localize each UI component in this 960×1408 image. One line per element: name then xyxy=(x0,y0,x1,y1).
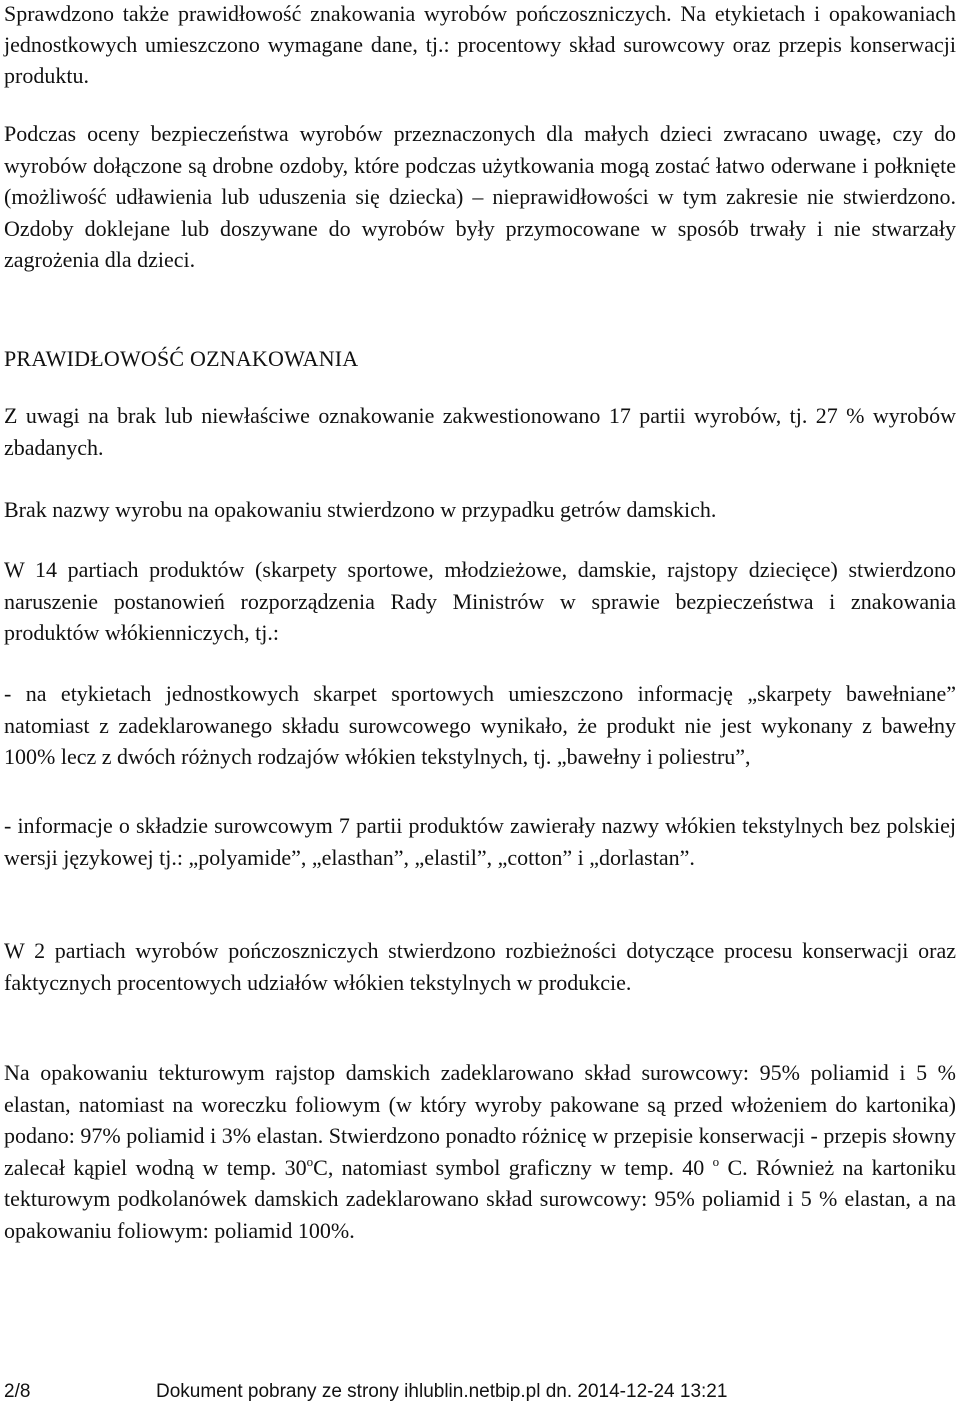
list-item-fibre-names: - informacje o składzie surowcowym 7 partii produktów zawierały nazwy włókien tekstylnych bez polskiej wersji językowej tj.: „polyamide”, „elasthan”, „elastil”, „cotton” i „dorlastan”. xyxy=(4,813,956,870)
paragraph-text-part: Na opakowaniu tekturowym rajstop damskich zadeklarowano skład surowcowy: 95% poliamid i 5 % elastan, natomiast na woreczku foliowym (w który wyroby pakowane są przed włożeniem do kartonika) podano: 97% poliamid i 3% elastan. Stwierdzono ponadto różnicę w przepisie konserwacji - przepis słowny zalecał kąpiel wodną w temp. 30 xyxy=(4,1060,956,1180)
paragraph-tights-composition xyxy=(4,1057,956,1246)
degree-superscript: o xyxy=(306,1153,314,1169)
section-heading: PRAWIDŁOWOŚĆ OZNAKOWANIA xyxy=(4,346,359,371)
degree-superscript: o xyxy=(712,1153,720,1169)
list-item-sport-socks: - na etykietach jednostkowych skarpet sportowych umieszczono informację „skarpety bawełniane” natomiast z zadeklarowanego składu surowcowego wynikało, że produkt nie jest wykonany z bawełny 100% lecz z dwóch różnych rodzajów włókien tekstylnych, tj. „bawełny i poliestru”, xyxy=(4,681,956,769)
page-footer xyxy=(0,1381,960,1407)
paragraph-marking-check: Sprawdzono także prawidłowość znakowania wyrobów pończoszniczych. Na etykietach i opakowaniach jednostkowych umieszczono wymagane dane, tj.: procentowy skład surowcowy oraz przepis konserwacji produktu. xyxy=(4,1,956,88)
paragraph-missing-name: Brak nazwy wyrobu na opakowaniu stwierdzono w przypadku getrów damskich. xyxy=(4,497,717,522)
paragraph-child-safety: Podczas oceny bezpieczeństwa wyrobów przeznaczonych dla małych dzieci zwracano uwagę, czy do wyrobów dołączone są drobne ozdoby, które podczas użytkowania mogą zostać łatwo oderwane i połknięte (możliwość udławienia lub uduszenia się dziecka) – nieprawidłowości w tym zakresie nie stwierdzono. Ozdoby doklejane lub doszywane do wyrobów były przymocowane w sposób trwały i nie stwarzały zagrożenia dla dzieci. xyxy=(4,121,956,272)
paragraph-questioned-lots: Z uwagi na brak lub niewłaściwe oznakowanie zakwestionowano 17 partii wyrobów, tj. 27 % wyrobów zbadanych. xyxy=(4,403,956,460)
paragraph-conservation-discrepancy: W 2 partiach wyrobów pończoszniczych stwierdzono rozbieżności dotyczące procesu konserwacji oraz faktycznych procentowych udziałów włókien tekstylnych w produkcie. xyxy=(4,938,956,995)
paragraph-text-part: C. Również na kartoniku tekturowym podkolanówek damskich zadeklarowano skład surowcowy: 95% poliamid i 5 % elastan, a na opakowaniu foliowym: poliamid 100%. xyxy=(4,1154,956,1243)
paragraph-text-part: C, natomiast symbol graficzny w temp. 40 xyxy=(313,1154,713,1180)
download-source-note: Dokument pobrany ze strony ihlublin.netbip.pl dn. 2014-12-24 13:21 xyxy=(156,1381,728,1402)
page-number: 2/8 xyxy=(4,1381,31,1402)
paragraph-regulation-breach: W 14 partiach produktów (skarpety sportowe, młodzieżowe, damskie, rajstopy dziecięce) stwierdzono naruszenie postanowień rozporządzenia Rady Ministrów w sprawie bezpieczeństwa i znakowania produktów włókienniczych, tj.: xyxy=(4,557,956,645)
